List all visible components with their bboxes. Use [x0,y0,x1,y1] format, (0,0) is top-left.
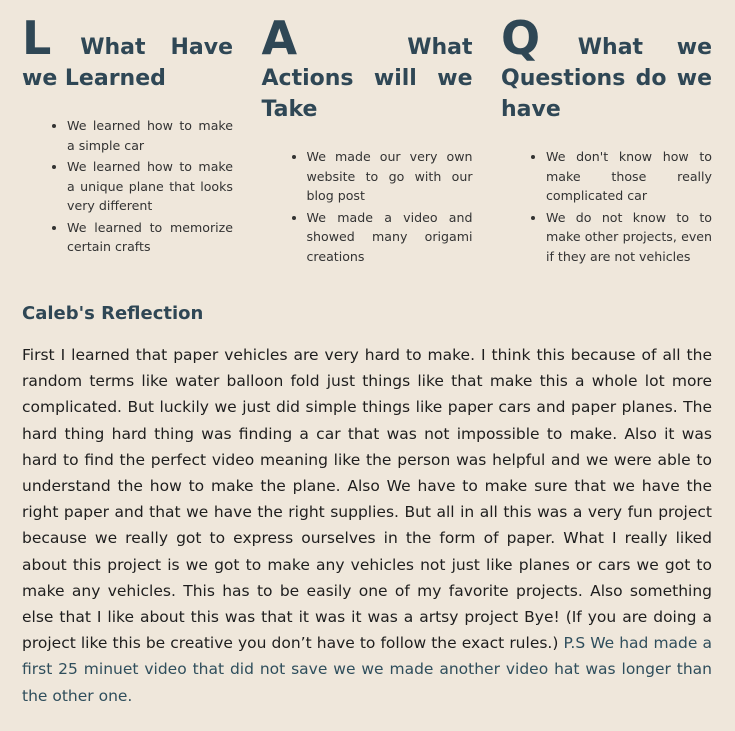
reflection-text: First I learned that paper vehicles are very hard to make. I think this because of all the random terms like water balloon fold just things like that make this a whole lot more complicated. But luckily we just did simple things like paper cars and paper planes. The hard thing hard thing was finding a car that was not impossible to make. Also it was hard to find the perfect video meaning like the person was helpful and we were able to understand the how to make the plane. Also We have to make sure that we have the right paper and that we have the right supplies. But all in all this was a very fun project because we really got to express ourselves in the form of paper. What I really liked about this project is we got to make any vehicles not just like planes or cars we got to make any vehicles. This has to be easily one of my favorite projects. Also something else that I like about this was that it was it was a artsy project Bye! (If you are doing a project like this be creative you don’t have to follow the exact rules.) [22,346,712,653]
column-heading-text: What Have we Learned [22,35,233,91]
column-actions [261,11,473,268]
list-item: • We made our very own website to go with our blog post [307,147,473,206]
column-learned [22,11,233,268]
column-letter: Q [501,11,541,65]
reflection-body [22,342,712,709]
column-heading-text: What we Questions do we have [501,35,712,122]
list-item: • We made a video and showed many origami creations [307,208,473,267]
column-heading [261,11,473,125]
column-heading [501,11,712,125]
actions-list [262,147,473,266]
list-item: • We learned to memorize certain crafts [67,218,233,257]
lAQ-columns [22,11,712,268]
column-questions [501,11,712,268]
column-letter: A [261,11,298,65]
column-heading [22,11,233,94]
reflection-ps: P.S We had made a first 25 minuet video that did not save we we made another video hat was longer than the other one. [22,634,712,705]
list-item: • We learned how to make a simple car [67,116,233,155]
learned-list [22,116,233,257]
questions-list [501,147,712,266]
reflection-title: Caleb's Reflection [22,303,204,324]
list-item: • We don't know how to make those really complicated car [546,147,712,206]
list-item: • We learned how to make a unique plane that looks very different [67,157,233,216]
column-letter: L [22,11,52,65]
column-heading-text: What Actions will we Take [261,35,473,122]
list-item: • We do not know to to make other projects, even if they are not vehicles [546,208,712,267]
